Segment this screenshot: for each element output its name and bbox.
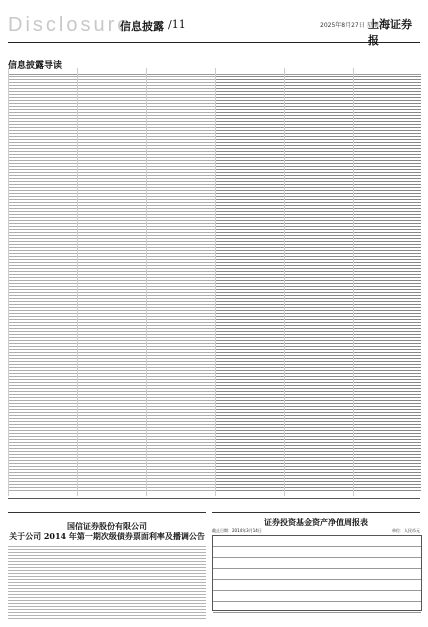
notice-body-text [8,545,206,619]
issue-date: 2025年8月27日 星期三 [320,22,385,29]
guide-column-rows [285,75,353,493]
table-row [213,558,421,569]
brand-wordmark: Disclosure [8,14,132,36]
guide-column-rows [78,75,146,493]
fund-report-unit: 单位：人民币元 [392,528,420,533]
page-number: /11 [168,18,186,31]
guide-column-header [216,68,284,75]
guide-column-3 [146,68,215,496]
fund-report-date: 截止日期：2014年3月14日 [212,528,262,533]
table-row [213,547,421,558]
guide-footer-strip [8,498,420,509]
guide-column-header [285,68,353,75]
guide-column-header [354,68,421,75]
guide-heading: 信息披露导读 [8,61,63,71]
guide-column-rows [9,75,77,493]
table-row [213,580,421,591]
guide-column-5 [284,68,353,496]
guide-column-2 [77,68,146,496]
section-title: 信息披露 [120,20,164,33]
fund-nav-table [212,535,422,611]
fund-nav-report [212,512,420,623]
table-row [213,591,421,602]
bond-notice [8,512,206,623]
guide-column-6 [353,68,421,496]
table-header-row [213,536,421,547]
guide-column-4 [215,68,284,496]
guide-column-1 [8,68,77,496]
table-row [213,602,421,613]
notice-title: 关于公司 2014 年第一期次级债券票面利率及播调公告 [9,531,205,541]
fund-report-title: 证券投资基金资产净值周报表 [264,517,368,527]
guide-column-rows [354,75,421,493]
table-row [213,569,421,580]
notice-company: 国信证券股份有限公司 [67,521,147,531]
page-header [8,10,420,47]
guide-column-header [78,68,146,75]
guide-column-rows [216,75,284,493]
guide-column-rows [147,75,215,493]
guide-column-header [147,68,215,75]
disclosure-guide-columns [8,68,420,496]
guide-column-header [9,68,77,75]
newspaper-masthead: 上海证券报 [368,18,412,47]
